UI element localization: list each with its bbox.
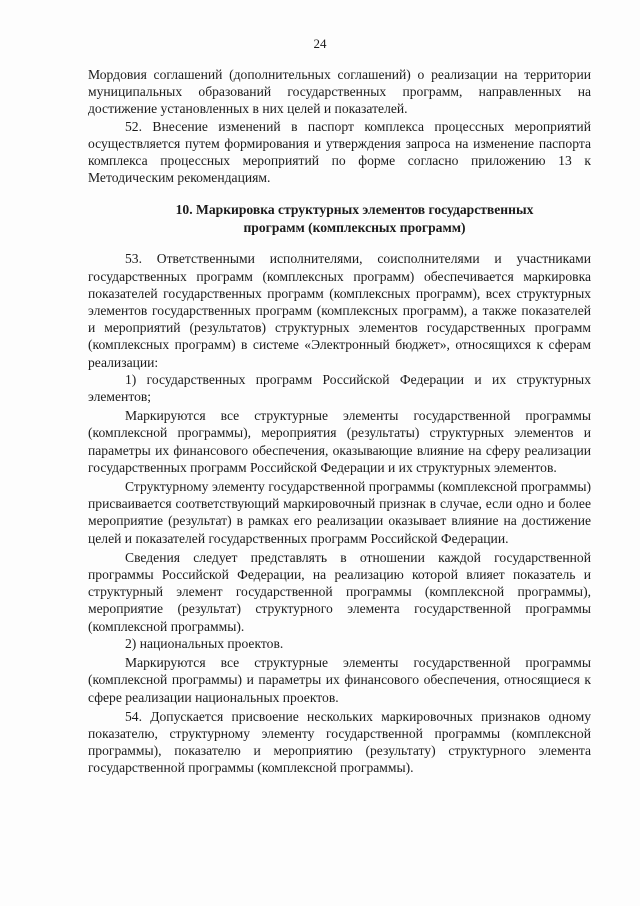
paragraph-item-2: 2) национальных проектов. (125, 635, 284, 651)
paragraph-continuation: Мордовия соглашений (дополнительных соглашений) о реализации на территории муниципальных образований государственных программ, направленных на достижение установленных в них целей и показателей. (88, 67, 591, 117)
paragraph-marking-2: Маркируются все структурные элементы государственной программы (комплексной программы) и параметры их финансового обеспечения, относящиеся к сфере реализации национальных проектов. (88, 655, 591, 705)
section-heading-line-1: 10. Маркировка структурных элементов государственных (175, 202, 534, 218)
page-number: 24 (313, 36, 327, 51)
paragraph-marking-1: Маркируются все структурные элементы государственной программы (комплексной программы), мероприятия (результаты) структурных элементов и параметры их финансового обеспечения, оказывающие влияние на сферу реализации государственных программ Российской Федерации и их структурных элементов. (88, 408, 591, 475)
paragraph-52: 52. Внесение изменений в паспорт комплекса процессных мероприятий осуществляется путем формирования и утверждения запроса на изменение паспорта комплекса процессных мероприятий по форме согласно приложению 13 к Методическим рекомендациям. (88, 118, 591, 186)
section-heading-line-2: программ (комплексных программ) (243, 219, 466, 235)
paragraph-53: 53. Ответственными исполнителями, соисполнителями и участниками государственных программ (комплексных программ) обеспечивается маркировка показателей государственных программ (комплексных программ), всех структурных элементов государственных программ (комплексных программ), а также показателей и мероприятий (результатов) структурных элементов государственных программ (комплексных программ) в системе «Электронный бюджет», относящихся к сферам реализации: (88, 251, 591, 370)
paragraph-structural-element: Структурному элементу государственной программы (комплексной программы) присваивается соответствующий маркировочный признак в случае, если одно и более мероприятие (результат) в рамках его реализации оказывает влияние на достижение целей и показателей государственных программ Российской Федерации. (88, 479, 591, 546)
section-heading (88, 201, 591, 236)
paragraph-information: Сведения следует представлять в отношении каждой государственной программы Российской Федерации, на реализацию которой влияет показатель и структурный элемент государственной программы (комплексной программы), мероприятие (результат) структурного элемента государственной программы (комплексной программы). (88, 549, 591, 634)
document-body (88, 66, 591, 777)
paragraph-item-1: 1) государственных программ Российской Федерации и их структурных элементов; (88, 371, 591, 405)
paragraph-54: 54. Допускается присвоение нескольких маркировочных признаков одному показателю, структурному элементу государственной программы (комплексной программы), показателю и мероприятию (результату) структурного элемента государственной программы (комплексной программы). (88, 708, 591, 776)
